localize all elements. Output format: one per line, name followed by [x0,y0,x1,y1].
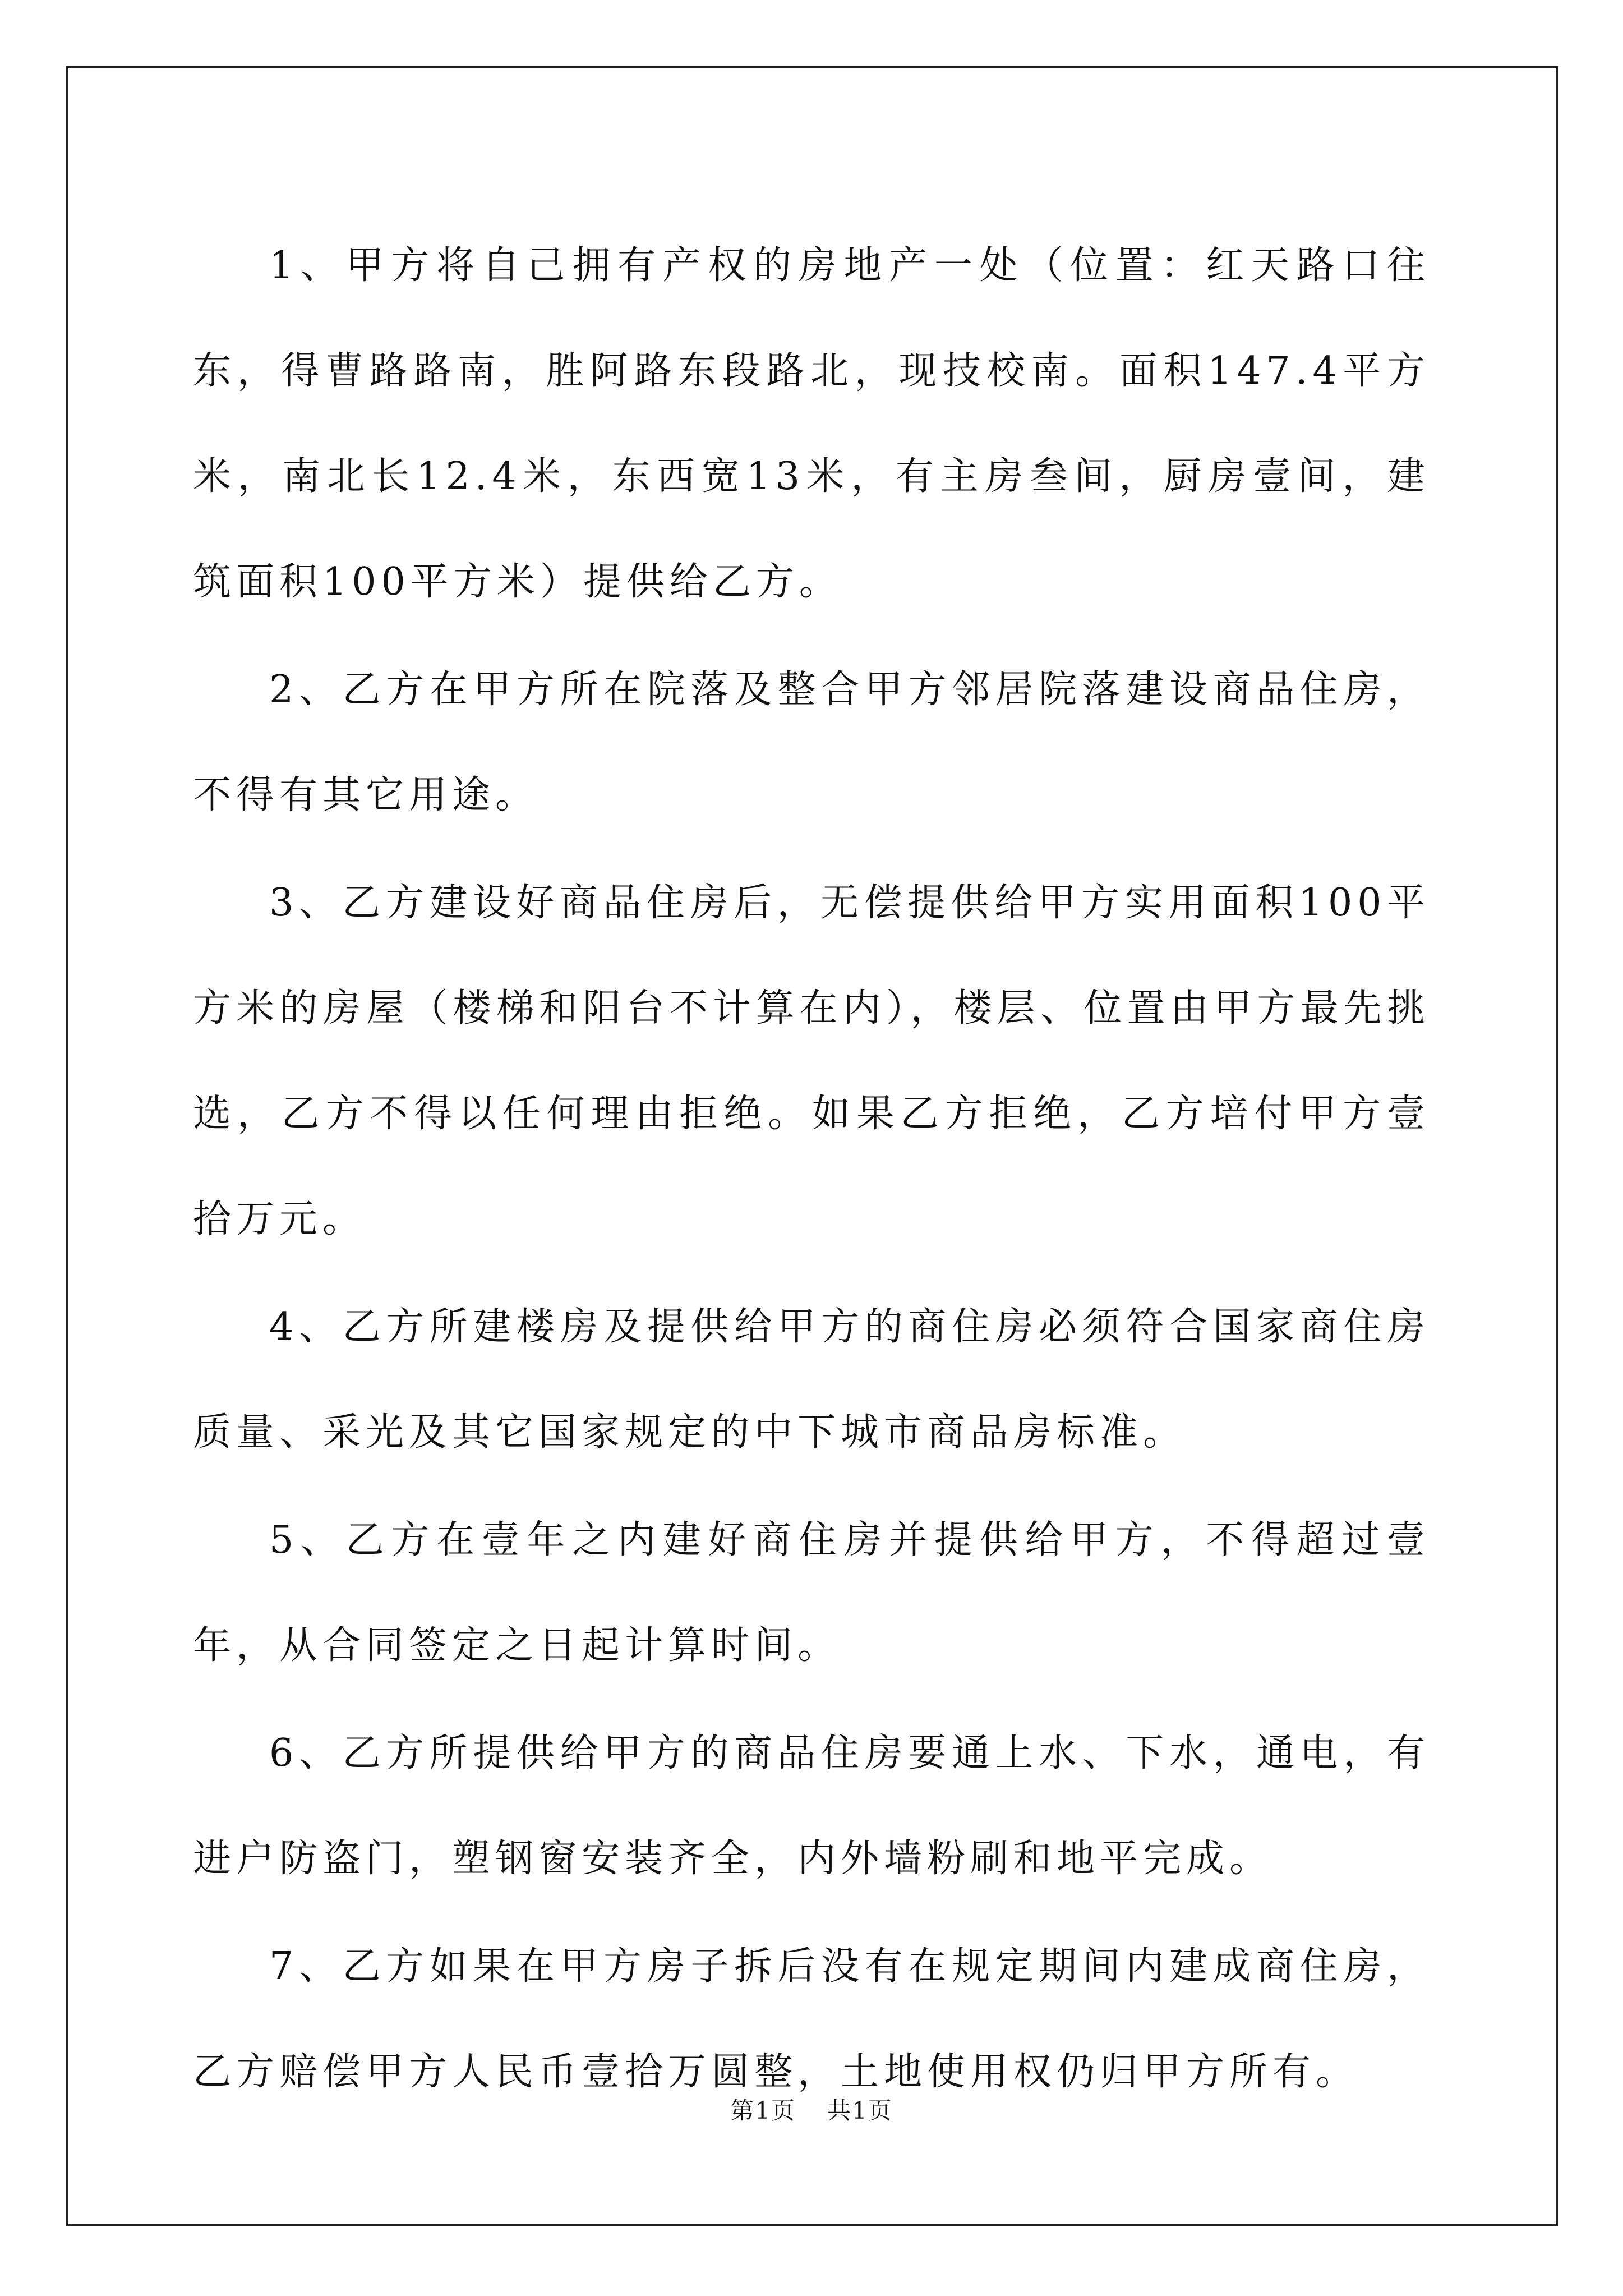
page-footer [0,2092,1623,2126]
paragraph-4: 4、乙方所建楼房及提供给甲方的商住房必须符合国家商住房质量、采光及其它国家规定的中下城市商品房标准。 [193,1305,1430,1455]
paragraph-5: 5、乙方在壹年之内建好商住房并提供给甲方，不得超过壹年，从合同签定之日起计算时间。 [193,1518,1430,1668]
paragraph-2: 2、乙方在甲方所在院落及整合甲方邻居院落建设商品住房，不得有其它用途。 [193,668,1430,817]
page-number-current: 第1页 [730,2097,796,2124]
paragraph-1: 1、甲方将自己拥有产权的房地产一处（位置：红天路口往东，得曹路路南，胜阿路东段路北，现技校南。面积147.4平方米，南北长12.4米，东西宽13米，有主房叁间，厨房壹间，建筑面积100平方米）提供给乙方。 [193,243,1430,604]
document-body [193,213,1430,2127]
paragraph-6: 6、乙方所提供给甲方的商品住房要通上水、下水，通电，有进户防盗门，塑钢窗安装齐全，内外墙粉刷和地平完成。 [193,1731,1430,1881]
paragraph-3: 3、乙方建设好商品住房后，无偿提供给甲方实用面积100平方米的房屋（楼梯和阳台不计算在内），楼层、位置由甲方最先挑选，乙方不得以任何理由拒绝。如果乙方拒绝，乙方培付甲方壹拾万元。 [193,881,1430,1241]
paragraph-7: 7、乙方如果在甲方房子拆后没有在规定期间内建成商住房，乙方赔偿甲方人民币壹拾万圆整，土地使用权仍归甲方所有。 [193,1944,1430,2094]
page-number-total: 共1页 [827,2097,893,2124]
